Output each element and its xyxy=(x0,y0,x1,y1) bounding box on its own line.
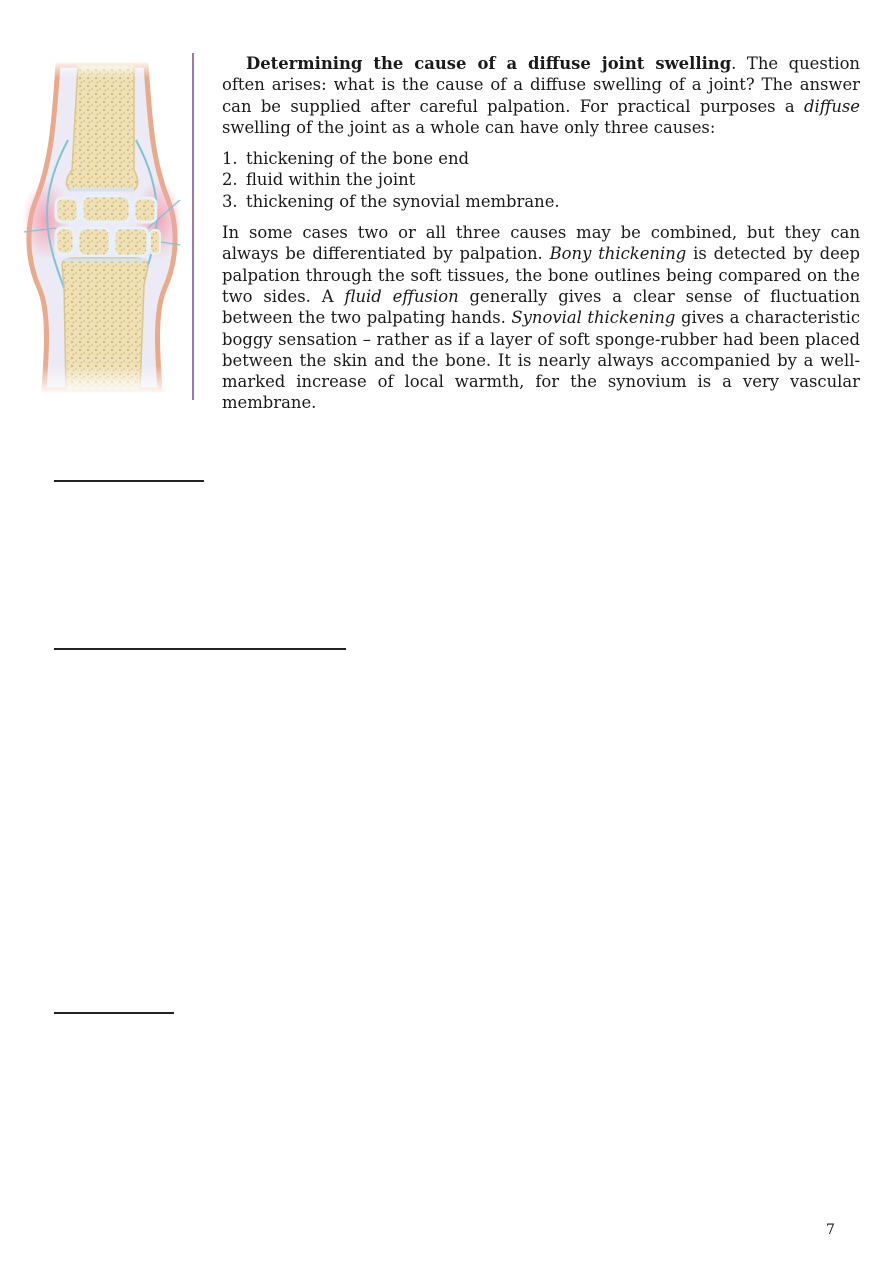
answer-line-2 xyxy=(54,648,346,650)
list-item-text: thickening of the synovial membrane. xyxy=(246,191,560,211)
knee-joint-illustration xyxy=(22,60,182,395)
section-heading: Determining the cause of a diffuse joint swelling xyxy=(246,54,732,73)
detail-paragraph xyxy=(222,222,860,414)
list-item xyxy=(222,191,860,212)
detail-emphasis-fluid: fluid effusion xyxy=(344,286,459,306)
list-item-number: 1. xyxy=(222,149,238,169)
list-item-number: 3. xyxy=(222,191,238,211)
causes-list xyxy=(222,148,860,212)
answer-line-1 xyxy=(54,480,204,482)
detail-emphasis-synovial: Synovial thickening xyxy=(511,308,676,328)
article-body xyxy=(222,53,860,414)
answer-line-3 xyxy=(54,1012,174,1014)
list-item xyxy=(222,169,860,190)
list-item xyxy=(222,148,860,169)
detail-text-4: gives a characteristic boggy sensation – rather as if a layer of soft sponge-rubber had been placed between the skin and the bone. It is nearly always accompanied by a well-marked increase of local warmth, for the synovium is a very vascular membrane. xyxy=(222,308,860,413)
figure-divider xyxy=(192,53,194,400)
detail-text-2: is detected by deep palpation through the soft tissues, the bone outlines being compared on the two sides. A xyxy=(222,244,861,306)
intro-text-1: . The question often arises: what is the cause of a diffuse swelling of a joint? The answer can be supplied after careful palpation. For practical purposes a xyxy=(222,54,860,116)
intro-paragraph xyxy=(222,53,860,138)
page-number: 7 xyxy=(826,1222,835,1238)
detail-emphasis-bony: Bony thickening xyxy=(549,244,687,264)
knee-joint-icon xyxy=(22,60,182,395)
list-item-text: thickening of the bone end xyxy=(246,149,470,169)
detail-text-3: generally gives a clear sense of fluctuation between the two palpating hands. xyxy=(222,286,860,328)
intro-emphasis: diffuse xyxy=(803,96,860,116)
detail-text-1: In some cases two or all three causes may be combined, but they can always be differentiated by palpation. xyxy=(222,223,860,264)
list-item-text: fluid within the joint xyxy=(246,170,416,190)
list-item-number: 2. xyxy=(222,170,238,190)
intro-text-2: swelling of the joint as a whole can have only three causes: xyxy=(222,117,716,137)
